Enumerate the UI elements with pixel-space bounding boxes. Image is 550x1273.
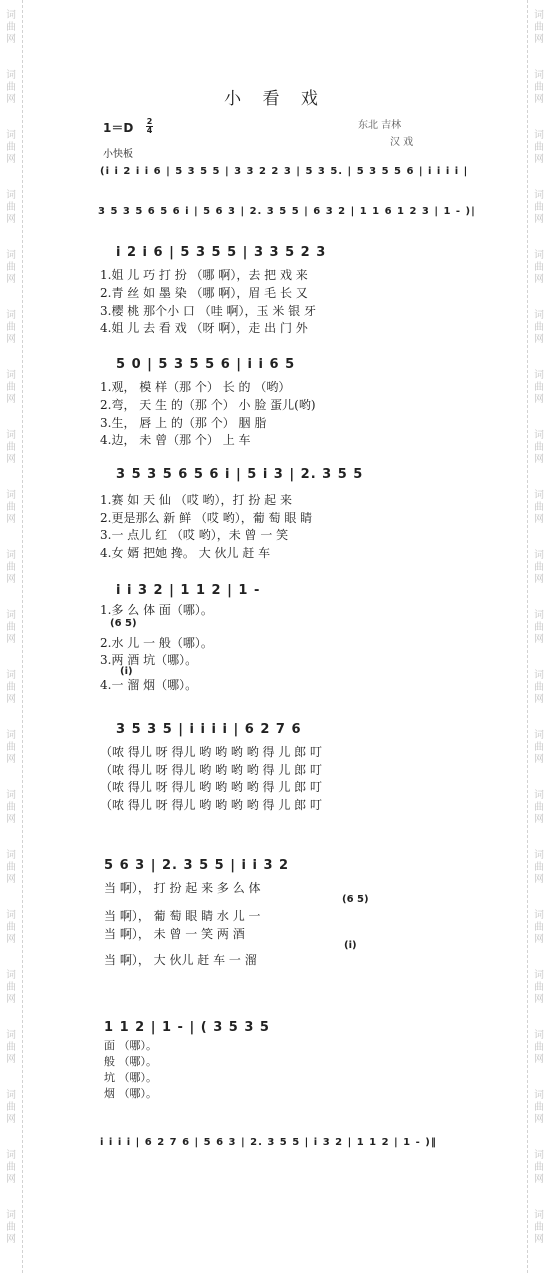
intro-notation-line-1: (i i 2 i i 6 | 5 3 5 5 | 3 3 2 2 3 | 5 3 5. | 5 3 5 5 6 | i i i i | (100, 166, 469, 177)
lyric-line: （哝 得儿 呀 得儿 哟 哟 哟 哟 得 儿 郎 叮 (100, 745, 322, 759)
watermark-text: 词曲网 (534, 310, 544, 345)
right-watermark-strip (527, 0, 550, 1273)
watermark-text: 词曲网 (6, 190, 16, 225)
alternate-notes: (6 5) (110, 618, 137, 629)
watermark-text: 词曲网 (6, 310, 16, 345)
lyric-line: 4.姐 儿 去 看 戏 （呀 啊），走 出 门 外 (100, 321, 308, 335)
watermark-text: 词曲网 (6, 910, 16, 945)
lyric-line: 当 啊）， 打 扮 起 来 多 么 体 (104, 881, 261, 895)
lyric-line: 1.赛 如 天 仙 （哎 哟），打 扮 起 来 (100, 493, 292, 507)
watermark-text: 词曲网 (6, 1030, 16, 1065)
notation-line: 5 0 | 5 3 5 5 6 | i i 6 5 (116, 357, 296, 372)
lyric-line: 当 啊）， 葡 萄 眼 睛 水 儿 一 (104, 909, 261, 923)
alternate-notes: (6 5) (342, 894, 369, 905)
watermark-text: 词曲网 (534, 430, 544, 465)
watermark-text: 词曲网 (6, 970, 16, 1005)
tempo-marking: 小快板 (103, 149, 133, 160)
watermark-text: 词曲网 (534, 10, 544, 45)
lyric-line: 当 啊）， 大 伙儿 赶 车 一 溜 (104, 953, 257, 967)
genre-credit: 汉 戏 (390, 137, 414, 148)
watermark-text: 词曲网 (534, 490, 544, 525)
watermark-text: 词曲网 (534, 790, 544, 825)
watermark-text: 词曲网 (534, 610, 544, 645)
watermark-text: 词曲网 (534, 910, 544, 945)
watermark-text: 词曲网 (6, 130, 16, 165)
watermark-text: 词曲网 (534, 1210, 544, 1245)
lyric-line: 3.生， 唇 上 的（那 个） 胭 脂 (100, 416, 267, 430)
lyric-line: 4.女 婿 把她 搀。 大 伙儿 赶 车 (100, 546, 271, 560)
watermark-text: 词曲网 (534, 250, 544, 285)
watermark-text: 词曲网 (6, 370, 16, 405)
lyric-line: 2.更是那么 新 鲜 （哎 哟），葡 萄 眼 睛 (100, 511, 313, 525)
lyric-line: 3.两 酒 坑（哪）。 (100, 653, 198, 667)
lyric-line: 1.观， 模 样（那 个） 长 的 （哟） (100, 380, 291, 394)
watermark-text: 词曲网 (534, 190, 544, 225)
lyric-line: 坑 （哪）。 (104, 1071, 157, 1084)
watermark-text: 词曲网 (534, 970, 544, 1005)
notation-line: 1 1 2 | 1 - | ( 3 5 3 5 (104, 1020, 270, 1035)
time-signature (146, 118, 153, 135)
lyric-line: 般 （哪）。 (104, 1055, 157, 1068)
lyric-line: （哝 得儿 呀 得儿 哟 哟 哟 哟 得 儿 郎 叮 (100, 763, 322, 777)
intro-notation-line-2: 3 5 3 5 6 5 6 i | 5 6 3 | 2. 3 5 5 | 6 3 2 | 1 1 6 1 2 3 | 1 - )| (98, 206, 476, 217)
time-signature-bottom: 4 (146, 126, 153, 135)
lyric-line: 3.樱 桃 那个小 口 （哇 啊），玉 米 银 牙 (100, 304, 316, 318)
lyric-line: 1.姐 儿 巧 打 扮 （哪 啊），去 把 戏 来 (100, 268, 308, 282)
alternate-notes: (i) (344, 940, 357, 951)
lyric-line: 4.边， 未 曾（那 个） 上 车 (100, 433, 251, 447)
time-signature-top: 2 (146, 117, 153, 126)
notation-line: 3 5 3 5 6 5 6 i | 5 i 3 | 2. 3 5 5 (116, 467, 364, 482)
watermark-text: 词曲网 (6, 70, 16, 105)
song-title: 小 看 戏 (224, 89, 326, 109)
lyric-line: 2.水 儿 一 般（哪）。 (100, 636, 213, 650)
watermark-text: 词曲网 (6, 10, 16, 45)
lyric-line: 烟 （哪）。 (104, 1087, 157, 1100)
watermark-text: 词曲网 (6, 670, 16, 705)
coda-notation-line: i i i i | 6 2 7 6 | 5 6 3 | 2. 3 5 5 | i 3 2 | 1 1 2 | 1 - )‖ (100, 1137, 437, 1148)
lyric-line: （哝 得儿 呀 得儿 哟 哟 哟 哟 得 儿 郎 叮 (100, 798, 322, 812)
lyric-line: 4.一 溜 烟（哪）。 (100, 678, 198, 692)
left-watermark-strip (0, 0, 23, 1273)
watermark-text: 词曲网 (6, 550, 16, 585)
notation-line: i i 3 2 | 1 1 2 | 1 - (116, 583, 261, 598)
watermark-text: 词曲网 (534, 670, 544, 705)
lyric-line: 2.弯， 天 生 的（那 个） 小 脸 蛋儿(哟) (100, 398, 316, 412)
watermark-text: 词曲网 (6, 1090, 16, 1125)
lyric-line: 面 （哪）。 (104, 1039, 157, 1052)
watermark-text: 词曲网 (534, 730, 544, 765)
watermark-text: 词曲网 (534, 550, 544, 585)
watermark-text: 词曲网 (534, 70, 544, 105)
watermark-text: 词曲网 (534, 370, 544, 405)
key-signature: 1＝D (103, 121, 134, 135)
watermark-text: 词曲网 (534, 850, 544, 885)
watermark-text: 词曲网 (6, 790, 16, 825)
notation-line: i 2 i 6 | 5 3 5 5 | 3 3 5 2 3 (116, 245, 327, 260)
lyric-line: 3.一 点儿 红 （哎 哟），未 曾 一 笑 (100, 528, 289, 542)
origin-credit: 东北 吉林 (358, 120, 402, 131)
watermark-text: 词曲网 (6, 430, 16, 465)
lyric-line: 2.青 丝 如 墨 染 （哪 啊），眉 毛 长 又 (100, 286, 308, 300)
watermark-text: 词曲网 (534, 1090, 544, 1125)
lyric-line: 当 啊）， 未 曾 一 笑 两 酒 (104, 927, 245, 941)
notation-line: 5 6 3 | 2. 3 5 5 | i i 3 2 (104, 858, 290, 873)
notation-line: 3 5 3 5 | i i i i | 6 2 7 6 (116, 722, 302, 737)
watermark-text: 词曲网 (534, 1150, 544, 1185)
watermark-text: 词曲网 (534, 1030, 544, 1065)
lyric-line: （哝 得儿 呀 得儿 哟 哟 哟 哟 得 儿 郎 叮 (100, 780, 322, 794)
watermark-text: 词曲网 (6, 250, 16, 285)
watermark-text: 词曲网 (6, 730, 16, 765)
watermark-text: 词曲网 (534, 130, 544, 165)
watermark-text: 词曲网 (6, 850, 16, 885)
watermark-text: 词曲网 (6, 490, 16, 525)
watermark-text: 词曲网 (6, 1150, 16, 1185)
watermark-text: 词曲网 (6, 1210, 16, 1245)
lyric-line: 1.多 么 体 面（哪）。 (100, 603, 213, 617)
alternate-notes: (i) (120, 666, 133, 677)
watermark-text: 词曲网 (6, 610, 16, 645)
